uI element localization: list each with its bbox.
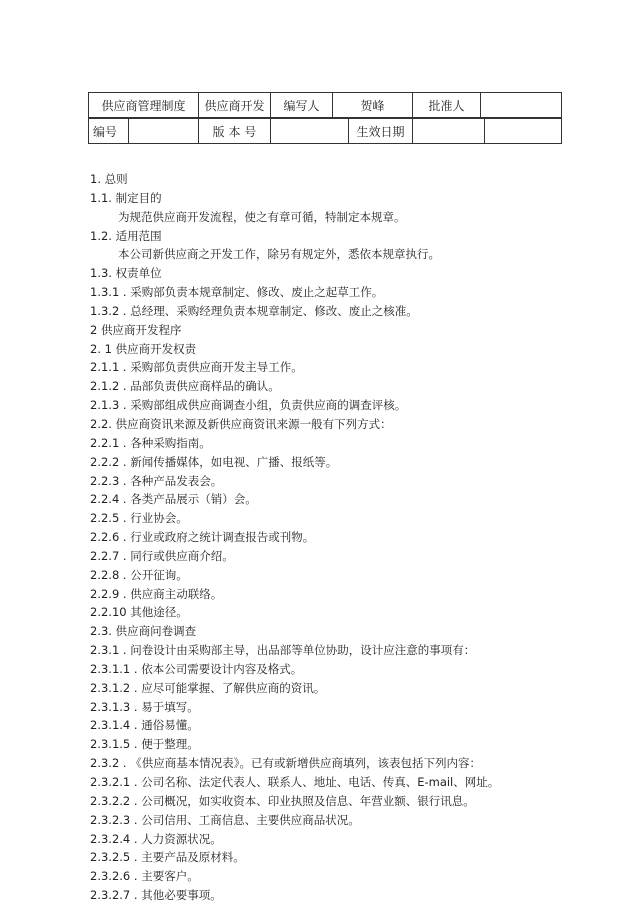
line-text: 适用范围 — [115, 228, 162, 243]
text-line — [90, 641, 570, 660]
header-cell — [129, 119, 199, 144]
line-text: . 公司信用、工商信息、主要供应商品状况。 — [133, 812, 360, 827]
text-line — [90, 245, 570, 264]
line-text: . 通俗易懂。 — [133, 718, 199, 733]
section-number: 2.1.2 — [90, 379, 120, 394]
text-line — [90, 321, 570, 340]
line-text: . 公开征询。 — [122, 567, 188, 582]
line-text: . 《供应商基本情况表》。已有或新增供应商填列，该表包括下列内容： — [122, 756, 481, 771]
text-line — [90, 264, 570, 283]
text-line — [90, 679, 570, 698]
line-text: . 公司概况，如实收资本、印业执照及信息、年营业额、银行讯息。 — [133, 793, 475, 808]
section-number: 2.3.2 — [90, 756, 120, 771]
text-line — [90, 867, 570, 886]
text-line — [90, 170, 570, 189]
text-line — [90, 848, 570, 867]
section-number: 2.2.2 — [90, 454, 120, 469]
header-cell: 贺峰 — [333, 93, 413, 118]
section-number: 1. — [90, 172, 101, 186]
text-line — [90, 886, 570, 905]
section-number: 2.2.3 — [90, 473, 120, 488]
line-text: . 供应商主动联络。 — [122, 586, 223, 601]
section-number: 2.2.10 — [90, 605, 127, 620]
text-line — [90, 415, 570, 434]
line-text: 总则 — [104, 172, 128, 186]
section-number: 2.3.1.2 — [90, 680, 131, 695]
line-text: . 各类产品展示（销）会。 — [122, 492, 257, 507]
section-number: 2.3.2.2 — [90, 793, 131, 808]
section-number: 2.1.3 — [90, 398, 120, 413]
text-line — [90, 735, 570, 754]
section-number: 1.2. — [90, 228, 112, 243]
text-line — [90, 434, 570, 453]
text-line — [90, 189, 570, 208]
header-cell: 编号 — [89, 119, 129, 144]
section-number: 2.2. — [90, 416, 112, 431]
text-line — [90, 358, 570, 377]
header-row-1 — [89, 93, 562, 118]
line-text: . 品部负责供应商样品的确认。 — [122, 379, 280, 394]
text-line — [90, 227, 570, 246]
line-text: . 采购部组成供应商调查小组，负责供应商的调查评核。 — [122, 398, 407, 413]
section-number: 2.3.1.5 — [90, 737, 131, 752]
line-text: . 人力资源状况。 — [133, 831, 222, 846]
section-number: 1.3.1 — [90, 285, 120, 300]
line-text: . 其他必要事项。 — [133, 888, 222, 903]
header-cell — [271, 119, 349, 144]
text-line — [90, 490, 570, 509]
section-number: 2.2.4 — [90, 492, 120, 507]
section-number: 2.3.2.1 — [90, 775, 131, 789]
section-number: 2 — [90, 322, 98, 337]
line-text: . 便于整理。 — [133, 737, 199, 752]
line-text: 为规范供应商开发流程，使之有章可循，特制定本规章。 — [118, 209, 406, 224]
text-line — [90, 528, 570, 547]
line-text: . 依本公司需要设计内容及格式。 — [133, 661, 303, 676]
section-number: 1.3. — [90, 266, 112, 281]
line-text: . 应尽可能掌握、了解供应商的资讯。 — [133, 680, 326, 695]
text-line — [90, 472, 570, 491]
line-text: . 采购部负责本规章制定、修改、废止之起草工作。 — [122, 285, 384, 300]
text-line — [90, 660, 570, 679]
line-text: . 总经理、采购经理负责本规章制定、修改、废止之核准。 — [122, 303, 418, 318]
text-line — [90, 811, 570, 830]
section-number: 2.3.1 — [90, 643, 120, 658]
text-line — [90, 754, 570, 773]
line-text: . 各种采购指南。 — [122, 435, 211, 450]
line-text: 供应商问卷调查 — [115, 624, 197, 639]
text-line — [90, 377, 570, 396]
section-number: 2.2.9 — [90, 586, 120, 601]
text-line — [90, 566, 570, 585]
header-cell: 编写人 — [271, 93, 333, 118]
line-text: . 主要客户。 — [133, 869, 199, 884]
line-text: . 行业协会。 — [122, 511, 188, 526]
text-line — [90, 208, 570, 227]
header-cell — [485, 119, 562, 144]
header-cell: 供应商管理制度 — [89, 93, 199, 118]
header-cell: 供应商开发 — [199, 93, 271, 118]
text-line — [90, 283, 570, 302]
section-number: 2.3.2.7 — [90, 888, 131, 903]
text-line — [90, 340, 570, 359]
text-line — [90, 396, 570, 415]
text-line — [90, 453, 570, 472]
text-line — [90, 830, 570, 849]
line-text: . 主要产品及原材料。 — [133, 850, 245, 865]
section-number: 2.3.2.4 — [90, 831, 131, 846]
line-text: . 同行或供应商介绍。 — [122, 548, 234, 563]
text-line — [90, 509, 570, 528]
line-text: 供应商资讯来源及新供应商资讯来源一般有下列方式： — [115, 416, 392, 431]
line-text: . 采购部负责供应商开发主导工作。 — [122, 360, 303, 375]
section-number: 1.3.2 — [90, 303, 120, 318]
text-line — [90, 547, 570, 566]
text-line — [90, 585, 570, 604]
header-table — [88, 92, 562, 118]
section-number: 2.2.5 — [90, 511, 120, 526]
section-number: 2.3. — [90, 624, 112, 639]
line-text: 供应商开发程序 — [100, 322, 182, 337]
header-table-row2 — [88, 118, 562, 144]
line-text: 本公司新供应商之开发工作，除另有规定外，悉依本规章执行。 — [118, 247, 440, 262]
text-line — [90, 603, 570, 622]
text-line — [90, 773, 570, 792]
section-number: 2.2.8 — [90, 567, 120, 582]
section-number: 2.2.6 — [90, 530, 120, 545]
text-line — [90, 792, 570, 811]
line-text: . 易于填写。 — [133, 699, 199, 714]
header-cell: 批准人 — [413, 93, 481, 118]
section-number: 2.3.1.1 — [90, 661, 131, 676]
section-number: 1.1. — [90, 190, 112, 205]
line-text: . 各种产品发表会。 — [122, 473, 223, 488]
header-cell — [413, 119, 485, 144]
line-text: . 问卷设计由采购部主导，出品部等单位协助，设计应注意的事项有： — [122, 643, 476, 658]
header-cell: 生效日期 — [349, 119, 413, 144]
header-row-2 — [89, 119, 562, 144]
line-text: . 行业或政府之统计调查报告或刊物。 — [122, 530, 315, 545]
section-number: 2.3.2.6 — [90, 869, 131, 884]
document-body — [90, 170, 570, 905]
header-cell: 版 本 号 — [199, 119, 271, 144]
text-line — [90, 622, 570, 641]
section-number: 2.1.1 — [90, 360, 120, 375]
line-text: 制定目的 — [115, 190, 162, 205]
line-text: . 新闻传播媒体，如电视、广播、报纸等。 — [122, 454, 338, 469]
text-line — [90, 302, 570, 321]
line-text: . 公司名称、法定代表人、联系人、地址、电话、传真、E-mail、网址。 — [133, 775, 500, 789]
line-text: 1 供应商开发权责 — [104, 341, 197, 356]
text-line — [90, 698, 570, 717]
line-text: 其他途径。 — [130, 605, 188, 620]
section-number: 2.3.1.3 — [90, 699, 131, 714]
line-text: 权责单位 — [115, 266, 162, 281]
section-number: 2.3.1.4 — [90, 718, 131, 733]
section-number: 2.3.2.3 — [90, 812, 131, 827]
section-number: 2.2.7 — [90, 548, 120, 563]
section-number: 2.3.2.5 — [90, 850, 131, 865]
section-number: 2.2.1 — [90, 435, 120, 450]
header-cell — [481, 93, 562, 118]
section-number: 2. — [90, 341, 101, 356]
text-line — [90, 716, 570, 735]
